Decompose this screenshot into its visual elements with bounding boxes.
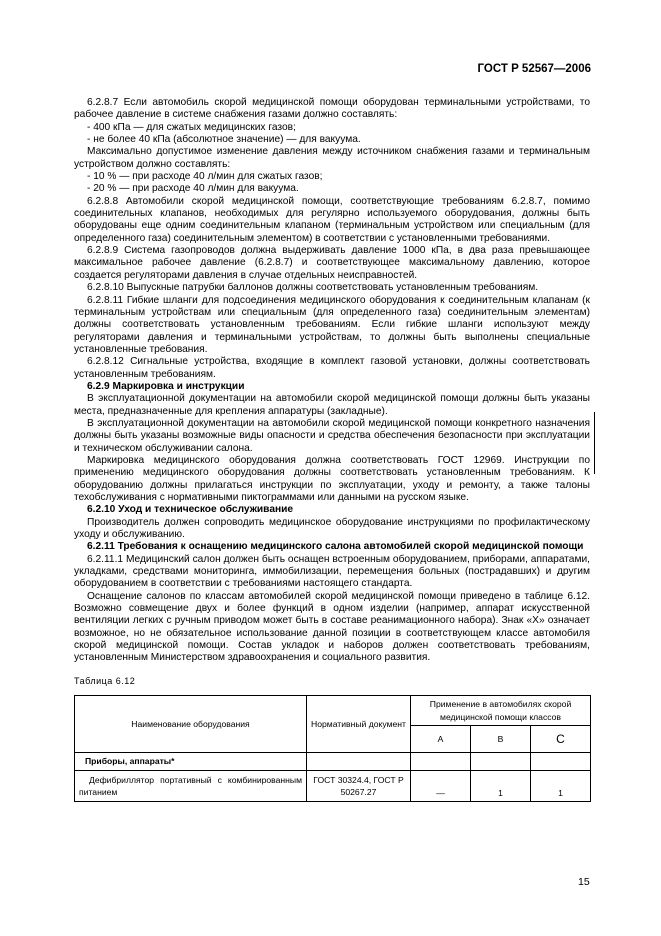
- column-header-class-b: В: [471, 726, 531, 753]
- heading-6-2-10: 6.2.10 Уход и техническое обслуживание: [87, 504, 294, 516]
- clause-6-2-8-8: 6.2.8.8 Автомобили скорой медицинской помощи, соответствующие требованиям 6.2.8.7, помимо соединительных клапанов, необходимых для регулярно используемого оборудования, должны быть оборудованы еще одним соединительным клапаном (терминальным устройством или специальным (для определенного газа) соединительным элементом) в соответствии с установленными требованиями.: [74, 195, 590, 244]
- column-header-application: Применение в автомобилях скорой медицинской помощи классов: [411, 696, 591, 726]
- list-item: - 10 % — при расходе 40 л/мин для сжатых газов;: [87, 171, 323, 183]
- clause-6-2-8-9: 6.2.8.9 Система газопроводов должна выдерживать давление 1000 кПа, в два раза превышающее максимальное рабочее давление (6.2.8.7) и соответствующее максимальному давлению, которое создается регуляторами давления в случае отдельных неисправностей.: [74, 245, 590, 281]
- table-header-row: [75, 696, 591, 726]
- document-body: [74, 97, 590, 802]
- table-cell: [307, 753, 411, 770]
- table-cell: [471, 753, 531, 770]
- table-row: [75, 770, 591, 802]
- table-cell: [531, 753, 591, 770]
- table-section-row: [75, 753, 591, 770]
- clause-6-2-8-11: 6.2.8.11 Гибкие шланги для подсоединения медицинского оборудования к соединительным клапанам (к терминальным устройствам или специальным (для определенного газа) соединительным элементам) должны соответствовать установленным требованиям. Если гибкие шланги используют между регуляторами давления и терминальными устройствам, то должны быть выполнены специальные установленные требования.: [74, 294, 590, 355]
- paragraph-max-pressure-change: Максимально допустимое изменение давления между источником снабжения газами и терминальным устройством должно составлять:: [74, 146, 590, 170]
- column-header-document: Нормативный документ: [307, 696, 411, 753]
- paragraph: Маркировка медицинского оборудования должна соответствовать ГОСТ 12969. Инструкции по применению медицинского оборудования должны соответствовать установленным требованиям. К оборудованию должны прилагаться инструкции по эксплуатации, уходу и ремонту, а также талоны техобслуживания с нормативными пиктограммами или данными на русском языке.: [74, 454, 590, 503]
- clause-6-2-8-10: 6.2.8.10 Выпускные патрубки баллонов должны соответствовать установленным требованиям.: [87, 282, 539, 294]
- class-c-value: 1: [531, 770, 591, 802]
- column-header-class-a: А: [411, 726, 471, 753]
- table-caption: Таблица 6.12: [74, 675, 136, 686]
- clause-6-2-8-12: 6.2.8.12 Сигнальные устройства, входящие в комплект газовой установки, должны соответствовать установленным требованиям.: [74, 356, 590, 380]
- heading-6-2-11: 6.2.11 Требования к оснащению медицинского салона автомобилей скорой медицинской помощи: [87, 541, 584, 553]
- column-header-name: Наименование оборудования: [75, 696, 307, 753]
- paragraph: В эксплуатационной документации на автомобили скорой медицинской помощи должны быть указаны места, предназначенные для крепления аппаратуры (закладные).: [74, 393, 590, 417]
- column-header-class-c: С: [531, 726, 591, 753]
- paragraph: В эксплуатационной документации на автомобили скорой медицинской помощи конкретного назначения должны быть указаны возможные виды опасности и средства обеспечения безопасности при эксплуатации и техническом обслуживании салона.: [74, 417, 590, 454]
- normative-document: ГОСТ 30324.4, ГОСТ Р 50267.27: [307, 770, 411, 802]
- section-title: Приборы, аппараты*: [75, 753, 307, 770]
- heading-6-2-9: 6.2.9 Маркировка и инструкции: [87, 380, 245, 392]
- list-item: - 20 % — при расходе 40 л/мин для вакуума.: [87, 183, 299, 195]
- list-item: - не более 40 кПа (абсолютное значение) — для вакуума.: [87, 134, 361, 146]
- paragraph: Оснащение салонов по классам автомобилей скорой медицинской помощи приведено в таблице 6.12. Возможно совмещение двух и более функций в одном изделии (например, аппарат искусственной вентиляции легких с ручным приводом может быть в составе реанимационного набора). Знак «Х» означает возможное, но не обязательное использование данной позиции в соответствующем классе автомобиля скорой медицинской помощи. Состав укладок и наборов должен соответствовать требованиям, установленным Министерством здравоохранения и социального развития.: [74, 590, 590, 664]
- clause-6-2-8-7: 6.2.8.7 Если автомобиль скорой медицинской помощи оборудован терминальными устройствами, то рабочее давление в системе снабжения газами должно составлять:: [74, 97, 590, 121]
- class-a-value: —: [411, 770, 471, 802]
- equipment-name: Дефибриллятор портативный с комбинированным питанием: [75, 770, 307, 802]
- page-number: 15: [578, 876, 590, 888]
- standard-id: ГОСТ Р 52567—2006: [477, 63, 591, 75]
- table-cell: [411, 753, 471, 770]
- paragraph: Производитель должен сопроводить медицинское оборудование инструкциями по профилактическому уходу и обслуживанию.: [74, 516, 590, 541]
- change-bar: [594, 412, 595, 474]
- class-b-value: 1: [471, 770, 531, 802]
- list-item: - 400 кПа — для сжатых медицинских газов;: [87, 121, 296, 133]
- clause-6-2-11-1: 6.2.11.1 Медицинский салон должен быть оснащен встроенным оборудованием, приборами, аппаратами, укладками, средствами мониторинга, иммобилизации, перемещения больных (пострадавших) и другим оборудованием в соответствии с требованиями настоящего стандарта.: [74, 553, 590, 590]
- equipment-table: [74, 695, 591, 802]
